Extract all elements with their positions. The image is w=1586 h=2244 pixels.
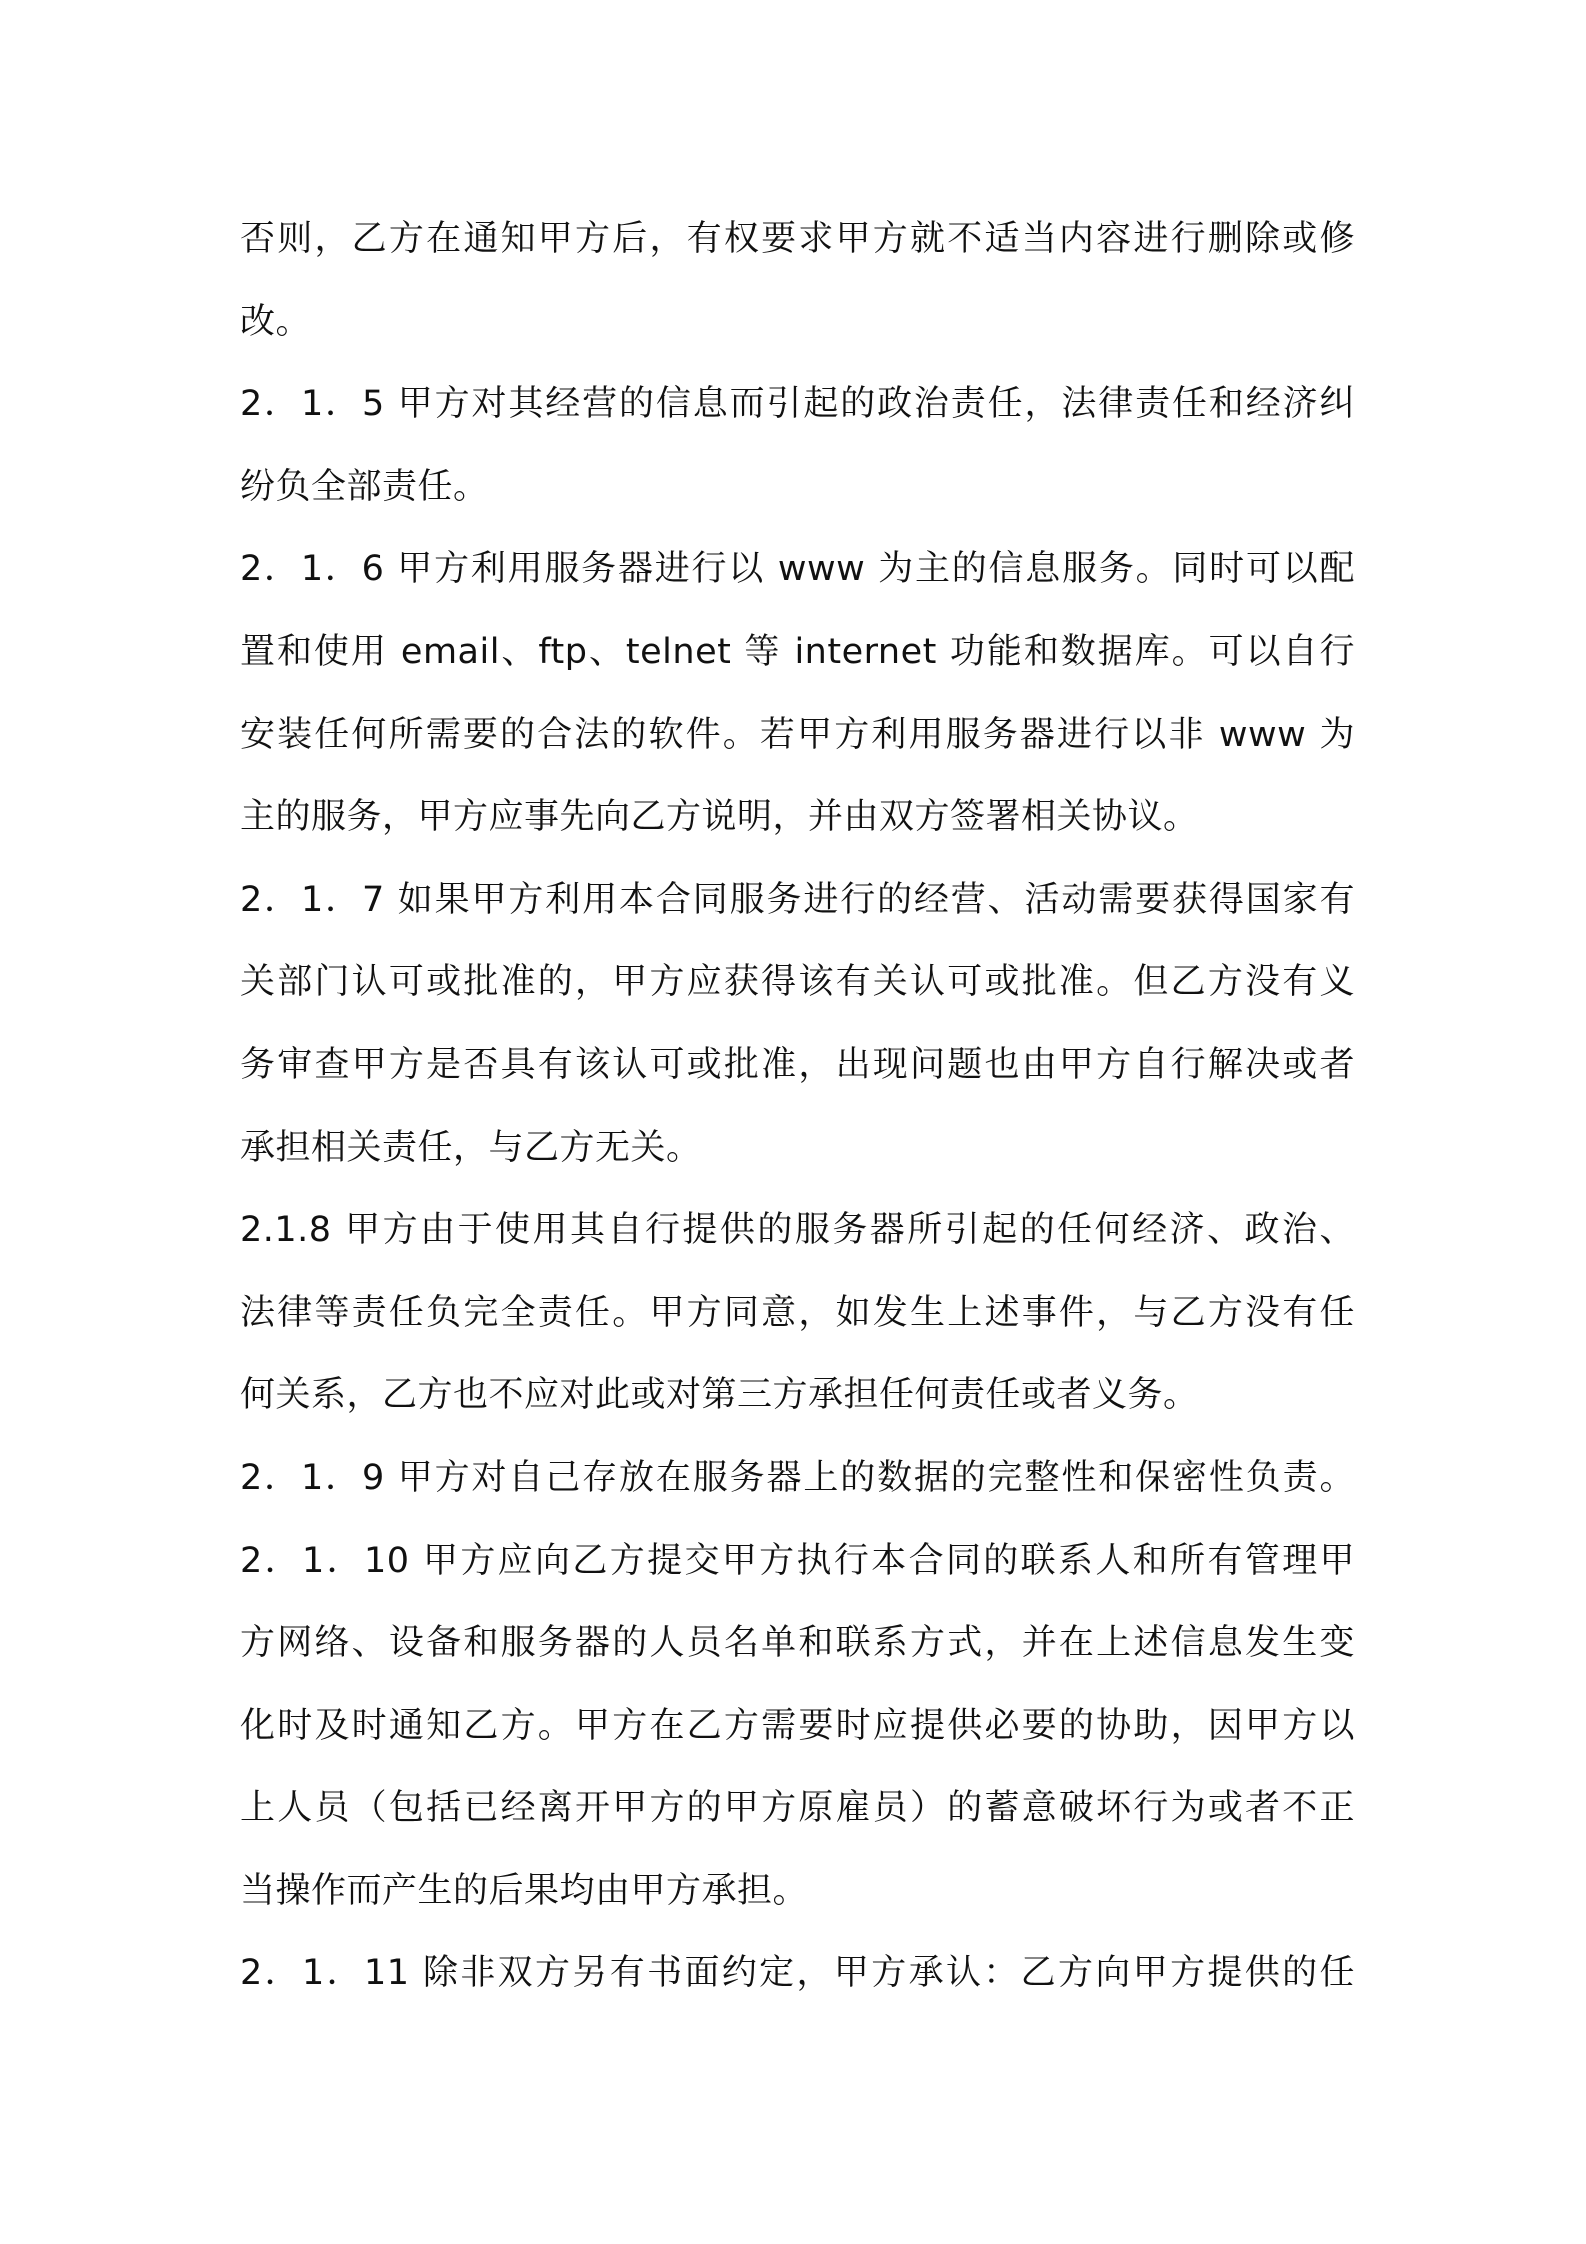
text-line: 2．1．7 如果甲方利用本合同服务进行的经营、活动需要获得国家有 — [240, 879, 1355, 920]
text-line: 置和使用 email、ftp、telnet 等 internet 功能和数据库。可以自行 — [240, 631, 1355, 672]
text-line: 否则，乙方在通知甲方后，有权要求甲方就不适当内容进行删除或修 — [240, 219, 1355, 259]
text-line: 务审查甲方是否具有该认可或批准，出现问题也由甲方自行解决或者 — [240, 1044, 1355, 1085]
text-line: 安装任何所需要的合法的软件。若甲方利用服务器进行以非 www 为 — [240, 714, 1355, 755]
text-line: 何关系，乙方也不应对此或对第三方承担任何责任或者义务。 — [240, 1375, 1199, 1416]
text-line: 承担相关责任，与乙方无关。 — [240, 1127, 702, 1168]
text-line: 法律等责任负完全责任。甲方同意，如发生上述事件，与乙方没有任 — [240, 1292, 1355, 1333]
text-line: 纷负全部责任。 — [240, 466, 489, 507]
text-line: 改。 — [240, 301, 312, 342]
text-line: 2．1．5 甲方对其经营的信息而引起的政治责任，法律责任和经济纠 — [240, 384, 1355, 425]
text-line: 主的服务，甲方应事先向乙方说明，并由双方签署相关协议。 — [240, 797, 1199, 838]
document-body — [240, 198, 1355, 2015]
text-line: 2.1.8 甲方由于使用其自行提供的服务器所引起的任何经济、政治、 — [240, 1210, 1355, 1251]
text-line: 2．1．11 除非双方另有书面约定，甲方承认：乙方向甲方提供的任 — [240, 1953, 1355, 1994]
text-line: 化时及时通知乙方。甲方在乙方需要时应提供必要的协助，因甲方以 — [240, 1705, 1355, 1746]
text-line: 上人员（包括已经离开甲方的甲方原雇员）的蓄意破坏行为或者不正 — [240, 1788, 1355, 1829]
text-line: 方网络、设备和服务器的人员名单和联系方式，并在上述信息发生变 — [240, 1623, 1355, 1664]
text-line: 2．1．6 甲方利用服务器进行以 www 为主的信息服务。同时可以配 — [240, 549, 1355, 590]
text-line: 2．1．10 甲方应向乙方提交甲方执行本合同的联系人和所有管理甲 — [240, 1540, 1355, 1581]
text-line: 关部门认可或批准的，甲方应获得该有关认可或批准。但乙方没有义 — [240, 962, 1355, 1003]
text-line: 当操作而产生的后果均由甲方承担。 — [240, 1870, 809, 1911]
text-line: 2．1．9 甲方对自己存放在服务器上的数据的完整性和保密性负责。 — [240, 1457, 1355, 1498]
